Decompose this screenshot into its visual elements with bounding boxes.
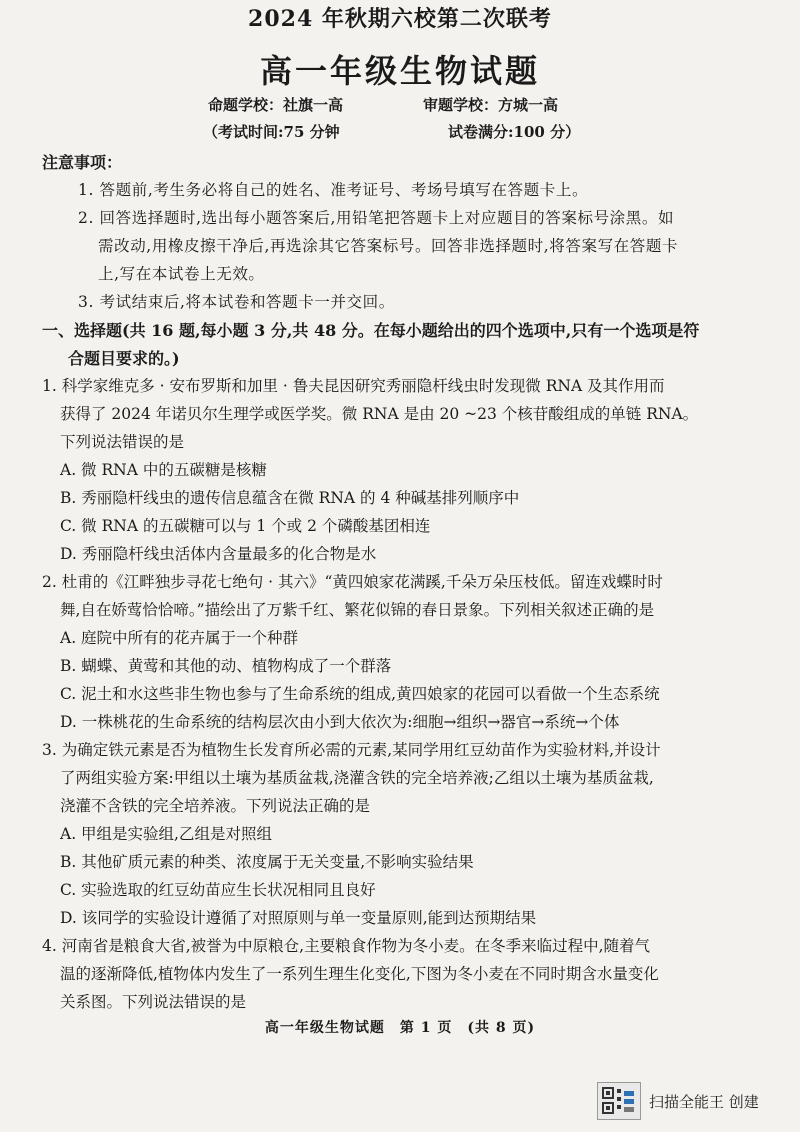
notice-heading: 注意事项： bbox=[42, 153, 123, 172]
question-stem: 了两组实验方案:甲组以土壤为基质盆栽,浇灌含铁的完全培养液;乙组以土壤为基质盆栽, bbox=[60, 769, 654, 787]
option-c: C. 微 RNA 的五碳糖可以与 1 个或 2 个磷酸基团相连 bbox=[60, 517, 431, 535]
option-c: C. 实验选取的红豆幼苗应生长状况相同且良好 bbox=[60, 881, 376, 899]
option-b: B. 蝴蝶、黄莺和其他的动、植物构成了一个群落 bbox=[60, 657, 392, 675]
question-stem: 1. 科学家维克多 · 安布罗斯和加里 · 鲁夫昆因研究秀丽隐杆线虫时发现微 RNA 及其作用而 bbox=[42, 377, 665, 395]
qr-logo-icon bbox=[597, 1082, 641, 1120]
option-d: D. 该同学的实验设计遵循了对照原则与单一变量原则,能到达预期结果 bbox=[60, 909, 537, 927]
question-stem: 3. 为确定铁元素是否为植物生长发育所必需的元素,某同学用红豆幼苗作为实验材料,并设计 bbox=[42, 741, 661, 759]
notice-line: 上,写在本试卷上无效。 bbox=[98, 265, 265, 283]
reviewer-school: 审题学校：方城一高 bbox=[423, 96, 559, 114]
option-b: B. 其他矿质元素的种类、浓度属于无关变量,不影响实验结果 bbox=[60, 853, 474, 871]
question-stem: 关系图。下列说法错误的是 bbox=[60, 993, 247, 1011]
option-d: D. 一株桃花的生命系统的结构层次由小到大依次为:细胞→组织→器官→系统→个体 bbox=[60, 713, 620, 731]
exam-name: 2024 年秋期六校第二次联考 bbox=[248, 6, 552, 32]
setter-school: 命题学校：社旗一高 bbox=[208, 96, 344, 114]
question-stem: 2. 杜甫的《江畔独步寻花七绝句 · 其六》“黄四娘家花满蹊,千朵万朵压枝低。留连戏蝶时时 bbox=[42, 573, 663, 591]
option-b: B. 秀丽隐杆线虫的遗传信息蕴含在微 RNA 的 4 种碱基排列顺序中 bbox=[60, 489, 520, 507]
question-stem: 获得了 2024 年诺贝尔生理学或医学奖。微 RNA 是由 20 ~23 个核苷酸组成的单链 RNA。 bbox=[60, 405, 699, 423]
notice-line: 需改动,用橡皮擦干净后,再选涂其它答案标号。回答非选择题时,将答案写在答题卡 bbox=[98, 237, 679, 255]
question-stem: 舞,自在娇莺恰恰啼。”描绘出了万紫千红、繁花似锦的春日景象。下列相关叙述正确的是 bbox=[60, 601, 655, 619]
option-a: A. 庭院中所有的花卉属于一个种群 bbox=[60, 629, 299, 647]
section-title: 一、选择题(共 16 题,每小题 3 分,共 48 分。在每小题给出的四个选项中,只有一个选项是符 bbox=[42, 321, 700, 340]
question-stem: 温的逐渐降低,植物体内发生了一系列生理生化变化,下图为冬小麦在不同时期含水量变化 bbox=[60, 965, 659, 983]
option-a: A. 甲组是实验组,乙组是对照组 bbox=[60, 825, 272, 843]
notice-line: 3. 考试结束后,将本试卷和答题卡一并交回。 bbox=[78, 293, 395, 311]
full-score: 试卷满分:100 分） bbox=[448, 123, 581, 141]
page-footer: 高一年级生物试题 第 1 页 (共 8 页) bbox=[264, 1020, 536, 1036]
option-a: A. 微 RNA 中的五碳糖是核糖 bbox=[60, 461, 267, 479]
question-stem: 浇灌不含铁的完全培养液。下列说法正确的是 bbox=[60, 797, 371, 815]
question-stem: 4. 河南省是粮食大省,被誉为中原粮仓,主要粮食作物为冬小麦。在冬季来临过程中,随着气 bbox=[42, 937, 650, 955]
scanner-watermark bbox=[597, 1082, 759, 1120]
option-c: C. 泥土和水这些非生物也参与了生命系统的组成,黄四娘家的花园可以看做一个生态系统 bbox=[60, 685, 660, 703]
exam-time: （考试时间:75 分钟 bbox=[203, 123, 340, 141]
paper-title: 高一年级生物试题 bbox=[259, 52, 540, 90]
section-title-cont: 合题目要求的。) bbox=[68, 349, 180, 368]
watermark-text: 扫描全能王 创建 bbox=[649, 1092, 759, 1111]
option-d: D. 秀丽隐杆线虫活体内含量最多的化合物是水 bbox=[60, 545, 377, 563]
question-stem: 下列说法错误的是 bbox=[60, 433, 185, 451]
notice-line: 1. 答题前,考生务必将自己的姓名、准考证号、考场号填写在答题卡上。 bbox=[78, 181, 589, 199]
notice-line: 2. 回答选择题时,选出每小题答案后,用铅笔把答题卡上对应题目的答案标号涂黑。如 bbox=[78, 209, 675, 227]
